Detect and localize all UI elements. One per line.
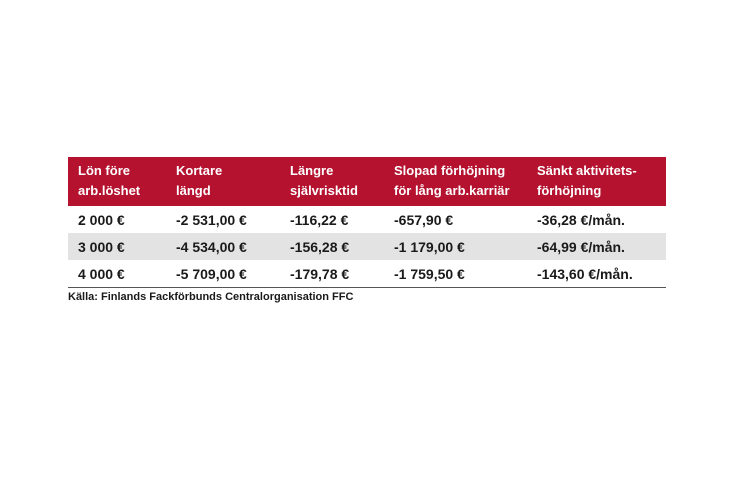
header-line: förhöjning [537, 183, 602, 198]
table-cell: -1 179,00 € [394, 238, 465, 255]
table-row [68, 233, 666, 260]
header-shorter-duration [166, 157, 280, 206]
table-cell: -5 709,00 € [166, 260, 280, 288]
table-cell: -1 759,50 € [384, 260, 527, 288]
benefit-cuts-table [68, 157, 666, 288]
table-cell: 4 000 € [68, 260, 166, 288]
header-line: arb.löshet [78, 183, 141, 198]
table-cell: 2 000 € [78, 211, 125, 228]
header-salary-before [68, 157, 166, 206]
header-line: Slopad förhöjning [394, 163, 506, 178]
header-line: självrisktid [290, 183, 358, 198]
header-line: Sänkt aktivitets- [537, 163, 637, 178]
table-cell: -156,28 € [290, 238, 350, 255]
benefit-cuts-table-container [68, 157, 666, 303]
table-header-row [68, 157, 666, 206]
source-caption: Källa: Finlands Fackförbunds Centralorganisation FFC [68, 291, 354, 303]
table-cell: -36,28 €/mån. [537, 211, 625, 228]
table-cell: -4 534,00 € [176, 238, 247, 255]
table-cell: 3 000 € [78, 238, 125, 255]
header-line: för lång arb.karriär [394, 183, 510, 198]
header-line: Kortare [176, 163, 223, 178]
header-longer-waiting-period [280, 157, 384, 206]
table-cell: -64,99 €/mån. [537, 238, 625, 255]
table-cell: -2 531,00 € [176, 211, 247, 228]
header-reduced-activity-increase [527, 157, 666, 206]
table-row [68, 260, 666, 288]
header-line: Längre [290, 163, 334, 178]
table-cell: -179,78 € [280, 260, 384, 288]
table-cell: -657,90 € [394, 211, 454, 228]
header-line: Lön före [78, 163, 130, 178]
table-cell: -143,60 €/mån. [527, 260, 666, 288]
table-row [68, 206, 666, 233]
table-cell: -116,22 € [290, 211, 349, 228]
header-removed-increase [384, 157, 527, 206]
header-line: längd [176, 183, 211, 198]
